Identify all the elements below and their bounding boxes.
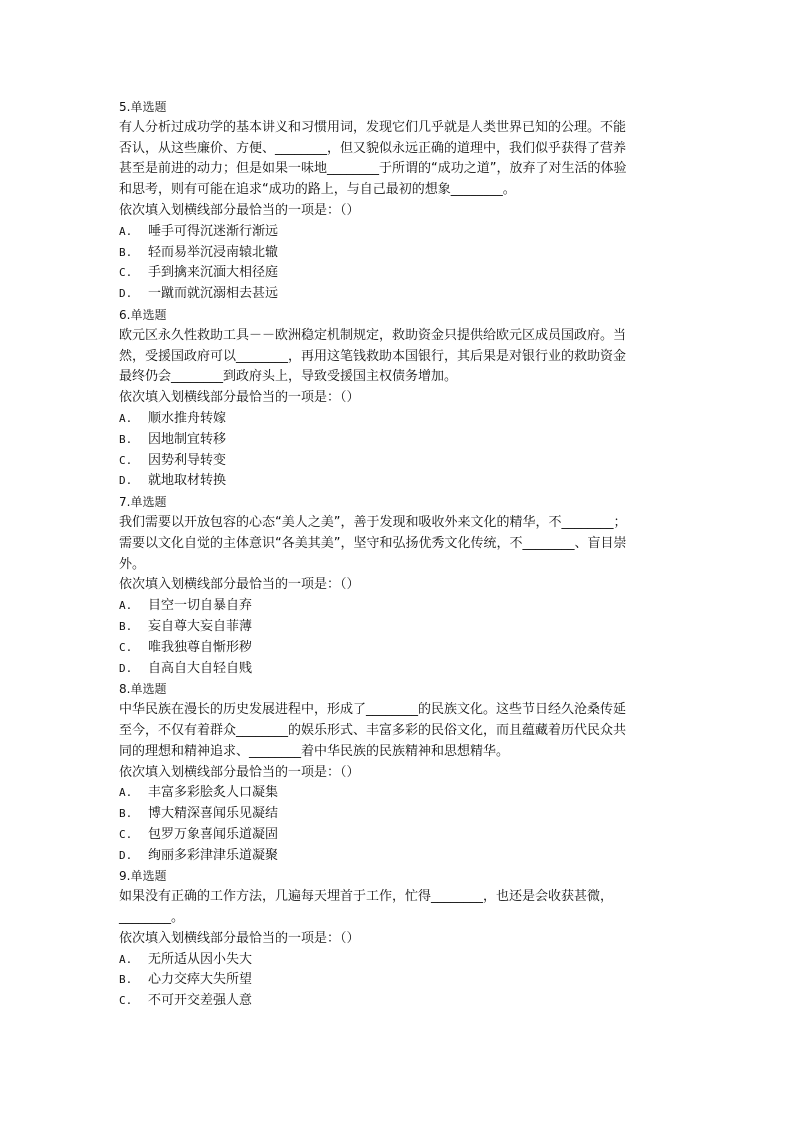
option-c (119, 991, 679, 1012)
option-text: 无所适从因小失大 (148, 951, 253, 967)
question-stem-line: 至今，不仅有着群众________的娱乐形式、丰富多彩的民俗文化，而且蕴藏着历代民众共 (119, 722, 627, 738)
option-letter: A. (119, 411, 133, 425)
option-letter: D. (119, 287, 133, 301)
question-stem-line: 否认，从这些廉价、方便、________，但又貌似永远正确的道理中，我们似乎获得了营养 (119, 140, 627, 156)
option-text: 就地取材转换 (148, 473, 227, 489)
option-letter: B. (119, 245, 133, 259)
option-text: 丰富多彩脍炙人口凝集 (148, 785, 279, 801)
question-9 (119, 866, 679, 1012)
question-stem-line: 我们需要以开放包容的心态“美人之美”，善于发现和吸收外来文化的精华，不________； (119, 514, 627, 530)
option-b (119, 430, 679, 451)
option-text: 博大精深喜闻乐见凝结 (148, 806, 279, 822)
option-d (119, 846, 679, 867)
option-letter: D. (119, 661, 133, 675)
question-stem-line: 外。 (119, 556, 146, 572)
option-letter: C. (119, 994, 133, 1008)
question-6 (119, 305, 679, 492)
question-header: 5.单选题 (119, 100, 167, 114)
option-text: 心力交瘁大失所望 (148, 972, 253, 988)
option-letter: A. (119, 224, 133, 238)
option-c (119, 825, 679, 846)
question-7 (119, 492, 679, 679)
option-c (119, 263, 679, 284)
option-letter: A. (119, 952, 133, 966)
question-stem-line: 甚至是前进的动力；但是如果一味地________于所谓的“成功之道”，放弃了对生活的体验 (119, 161, 627, 177)
question-prompt: 依次填入划横线部分最恰当的一项是：（） (119, 930, 360, 946)
option-a (119, 596, 679, 617)
option-text: 轻而易举沉浸南辕北辙 (148, 244, 279, 260)
option-text: 一蹴而就沉溺相去甚远 (148, 286, 279, 302)
option-text: 包罗万象喜闻乐道凝固 (148, 826, 279, 842)
question-prompt: 依次填入划横线部分最恰当的一项是：（） (119, 202, 360, 218)
option-text: 唾手可得沉迷渐行渐远 (148, 223, 279, 239)
option-d (119, 659, 679, 680)
question-header: 9.单选题 (119, 869, 167, 884)
question-prompt: 依次填入划横线部分最恰当的一项是：（） (119, 390, 360, 406)
option-letter: C. (119, 827, 133, 841)
option-b (119, 804, 679, 825)
option-letter: B. (119, 807, 133, 821)
option-letter: C. (119, 266, 133, 280)
option-text: 手到擒来沉湎大相径庭 (148, 265, 279, 281)
option-letter: A. (119, 786, 133, 800)
option-a (119, 409, 679, 430)
option-letter: B. (119, 619, 133, 633)
option-a (119, 783, 679, 804)
option-letter: B. (119, 973, 133, 987)
option-letter: D. (119, 474, 133, 488)
question-prompt: 依次填入划横线部分最恰当的一项是：（） (119, 577, 360, 593)
option-text: 顺水推舟转嫁 (148, 410, 227, 426)
option-letter: D. (119, 848, 133, 862)
question-stem-line: 中华民族在漫长的历史发展进程中，形成了________的民族文化。这些节日经久沧桑传延 (119, 702, 627, 718)
question-5 (119, 97, 679, 305)
option-b (119, 970, 679, 991)
question-stem-line: 和思考，则有可能在追求“成功的路上，与自己最初的想象________。 (119, 182, 516, 198)
option-b (119, 617, 679, 638)
option-b (119, 243, 679, 264)
option-text: 因势利导转变 (148, 452, 227, 468)
question-stem-line: 欧元区永久性救助工具－－欧洲稳定机制规定，救助资金只提供给欧元区成员国政府。当 (119, 327, 627, 343)
option-c (119, 638, 679, 659)
option-text: 不可开交差强人意 (148, 993, 253, 1009)
option-letter: B. (119, 432, 133, 446)
question-8 (119, 679, 679, 866)
option-text: 绚丽多彩津津乐道凝聚 (148, 847, 279, 863)
question-stem-line: 最终仍会________到政府头上，导致受援国主权债务增加。 (119, 369, 458, 385)
option-letter: C. (119, 453, 133, 467)
document-content (119, 97, 679, 1012)
option-a (119, 950, 679, 971)
question-stem-line: 然，受援国政府可以________，再用这笔钱救助本国银行，其后果是对银行业的救助资金 (119, 348, 627, 364)
option-text: 自高自大自轻自贱 (148, 660, 253, 676)
option-letter: A. (119, 599, 133, 613)
option-text: 妄自尊大妄自菲薄 (148, 618, 253, 634)
option-d (119, 284, 679, 305)
question-stem-line: 同的理想和精神追求、________着中华民族的民族精神和思想精华。 (119, 743, 510, 759)
question-stem-line: 有人分析过成功学的基本讲义和习惯用词，发现它们几乎就是人类世界已知的公理。不能 (119, 119, 627, 135)
option-text: 唯我独尊自惭形秽 (148, 639, 253, 655)
option-letter: C. (119, 640, 133, 654)
option-a (119, 222, 679, 243)
option-text: 因地制宜转移 (148, 431, 227, 447)
question-header: 8.单选题 (119, 682, 167, 697)
option-text: 目空一切自暴自弃 (148, 598, 253, 614)
option-d (119, 471, 679, 492)
question-stem-line: 如果没有正确的工作方法，几遍每天埋首于工作，忙得________，也还是会收获甚微， (119, 889, 614, 905)
question-header: 7.单选题 (119, 495, 167, 510)
option-c (119, 451, 679, 472)
question-prompt: 依次填入划横线部分最恰当的一项是：（） (119, 764, 360, 780)
question-header: 6.单选题 (119, 307, 167, 322)
question-stem-line: 需要以文化自觉的主体意识“各美其美”，坚守和弘扬优秀文化传统，不________、盲目崇 (119, 535, 627, 551)
question-stem-line: ________。 (119, 910, 185, 926)
